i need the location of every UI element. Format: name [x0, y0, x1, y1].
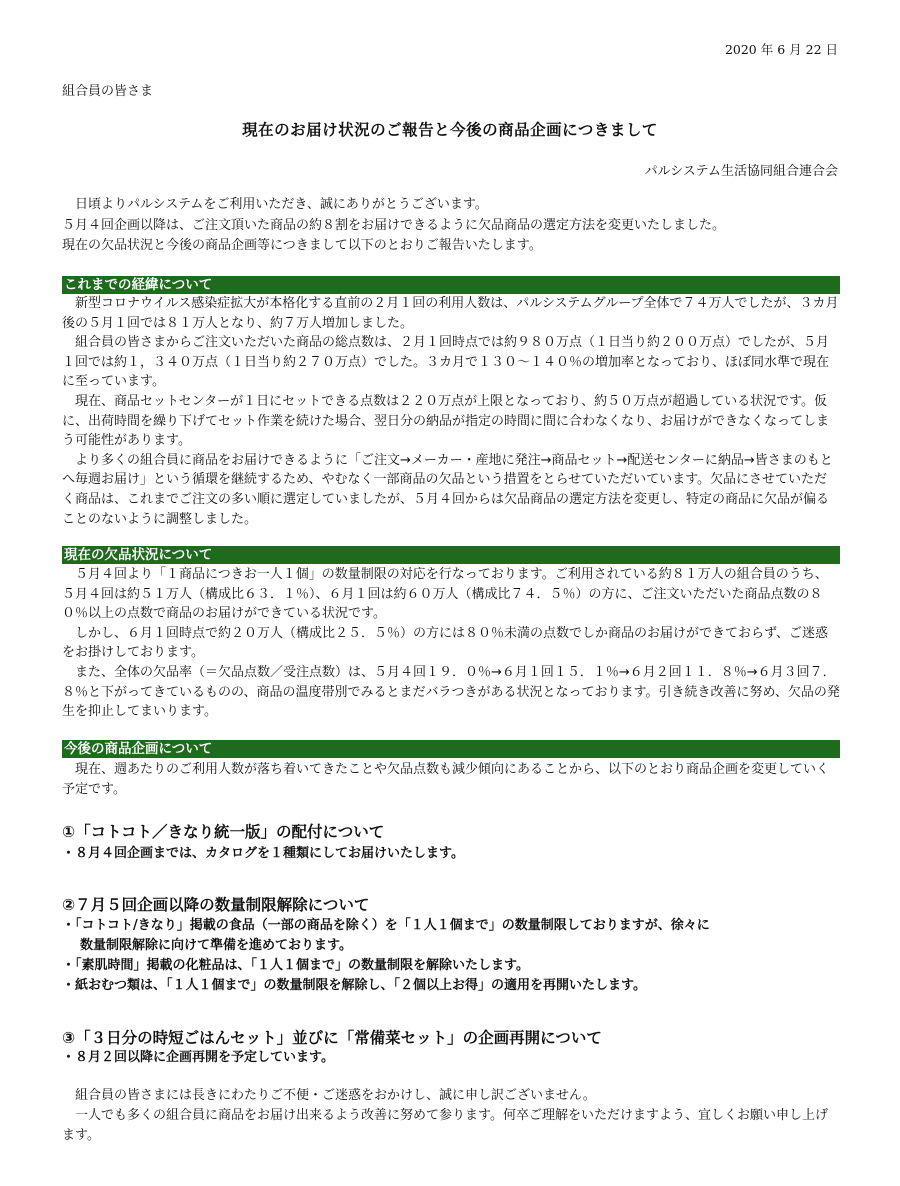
- paragraph: 組合員の皆さまからご注文いただいた商品の総点数は、２月１回時点では約９８０万点（１日当り約２００万点）でしたが、５月１回では約１，３４０万点（１日当り約２７０万点）でした。３カ月で１３０～１４０％の増加率となっており、ほぼ同水準で現在に至っています。: [62, 335, 830, 390]
- section-body-shortage: [62, 565, 840, 722]
- item-heading-sets: ③「３日分の時短ごはんセット」並びに「常備菜セット」の企画再開について: [62, 1029, 602, 1047]
- bullet-line: ・「コトコト/きなり」掲載の食品（一部の商品を除く）を「１人１個まで」の数量制限しておりますが、徐々に: [62, 918, 710, 933]
- item-bullets-sets: [62, 1048, 840, 1068]
- section-heading-shortage: 現在の欠品状況について: [62, 546, 840, 564]
- bullet-line: ・８月２回以降に企画再開を予定しています。: [62, 1050, 334, 1065]
- document-date: 2020 年 6 月 22 日: [724, 42, 838, 57]
- item-bullets-limit: [62, 916, 840, 996]
- paragraph: 現在、商品セットセンターが１日にセットできる点数は２２０万点が上限となっており、約５０万点が超過している状況です。仮に、出荷時間を繰り下げてセット作業を続けた場合、翌日分の納品が指定の時間に間に合わなくなり、お届けができなくなってしまう可能性があります。: [62, 393, 830, 449]
- closing-line: 一人でも多くの組合員に商品をお届け出来るよう改善に努めて参ります。何卒ご理解をいただけますよう、宜しくお願い申し上げます。: [62, 1108, 828, 1143]
- bullet-line: ・紙おむつ類は、「１人１個まで」の数量制限を解除し、「２個以上お得」の適用を再開いたします。: [62, 978, 646, 993]
- bullet-line: 数量制限解除に向けて準備を進めております。: [80, 938, 352, 953]
- paragraph: また、全体の欠品率（＝欠品点数／受注点数）は、５月４回１９．０％→６月１回１５．１％→６月２回１１．８％→６月３回７．８％と下がってきているものの、商品の温度帯別でみるとまだバラつきがある状況となっております。引き続き改善に努め、欠品の発生を抑止してまいります。: [62, 664, 840, 720]
- item-heading-limit: ②７月５回企画以降の数量制限解除について: [62, 896, 370, 914]
- intro-line: 日頃よりパルシステムをご利用いただき、誠にありがとうございます。: [75, 197, 488, 212]
- paragraph: 現在、週あたりのご利用人数が落ち着いてきたことや欠品点数も減少傾向にあることから、以下のとおり商品企画を変更していく予定です。: [62, 762, 830, 797]
- intro-line: 現在の欠品状況と今後の商品企画等につきまして以下のとおりご報告いたします。: [62, 238, 542, 253]
- item-heading-catalog: ①「コトコト／きなり統一版」の配付について: [62, 823, 385, 841]
- intro-text: [62, 195, 840, 257]
- closing-line: 組合員の皆さまには長きにわたりご不便・ご迷惑をおかけし、誠に申し訳ございません。: [75, 1088, 596, 1103]
- organization-name: パルシステム生活協同組合連合会: [644, 164, 838, 179]
- paragraph: より多くの組合員に商品をお届けできるように「ご注文→メーカー・産地に発注→商品セット→配送センターに納品→皆さまのもとへ毎週お届け」という循環を継続するため、やむなく一部商品の欠品という措置をとらせていただいています。欠品にさせていただく商品は、これまでご注文の多い順に選定していましたが、５月４回からは欠品商品の選定方法を変更し、特定の商品に欠品が偏ることのないように調整しました。: [62, 452, 833, 527]
- addressee: 組合員の皆さま: [62, 84, 154, 99]
- paragraph: しかし、６月１回時点で約２０万人（構成比２５．５％）の方には８０％未満の点数でしか商品のお届けができておらず、ご迷惑をお掛けしております。: [62, 625, 828, 661]
- section-heading-plan: 今後の商品企画について: [62, 740, 840, 758]
- bullet-line: ・８月４回企画までは、カタログを１種類にしてお届けいたします。: [62, 846, 464, 861]
- section-body-history: [62, 294, 840, 529]
- paragraph: ５月４回より「１商品につきお一人１個」の数量制限の対応を行なっております。ご利用されている約８１万人の組合員のうち、５月４回は約５１万人（構成比６３．１％）、６月１回は約６０万人（構成比７４．５％）の方に、ご注文いただいた商品点数の８０％以上の点数で商品のお届けができている状況です。: [62, 567, 828, 622]
- section-heading-history: これまでの経緯について: [62, 276, 840, 294]
- bullet-line: ・「素肌時間」掲載の化粧品は、「１人１個まで」の数量制限を解除いたします。: [62, 958, 529, 973]
- section-body-plan: [62, 760, 840, 799]
- document-title: 現在のお届け状況のご報告と今後の商品企画につきまして: [242, 121, 658, 139]
- item-bullets-catalog: [62, 844, 840, 864]
- paragraph: 新型コロナウイルス感染症拡大が本格化する直前の２月１回の利用人数は、パルシステムグループ全体で７４万人でしたが、３カ月後の５月１回では８１万人となり、約７万人増加しました。: [62, 296, 839, 331]
- closing-text: [62, 1086, 840, 1146]
- intro-line: ５月４回企画以降は、ご注文頂いた商品の約８割をお届けできるように欠品商品の選定方法を変更いたしました。: [62, 217, 726, 233]
